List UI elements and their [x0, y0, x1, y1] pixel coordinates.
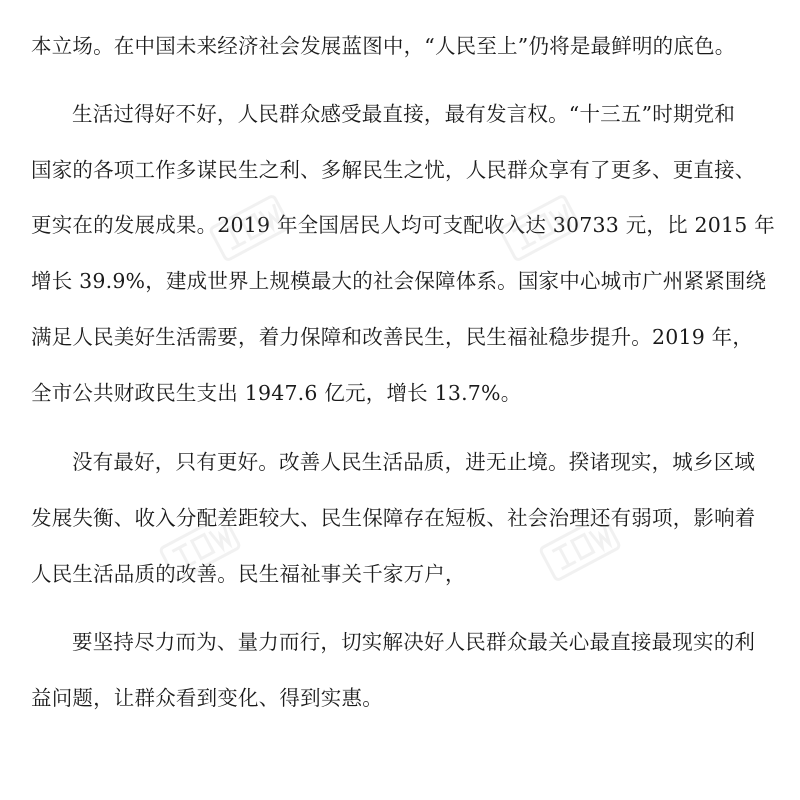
paragraph-3-line-2: 发展失衡、收入分配差距较大、民生保障存在短板、社会治理还有弱项，影响着	[31, 506, 756, 530]
paragraph-1-line-1: 本立场。在中国未来经济社会发展蓝图中，“人民至上”仍将是最鲜明的底色。	[31, 34, 736, 58]
paragraph-2-line-1: 生活过得好不好，人民群众感受最直接，最有发言权。“十三五”时期党和	[72, 102, 736, 126]
paragraph-4-line-1: 要坚持尽力而为、量力而行，切实解决好人民群众最关心最直接最现实的利	[72, 630, 756, 654]
paragraph-4-line-2: 益问题，让群众看到变化、得到实惠。	[31, 686, 383, 710]
paragraph-2-line-2: 国家的各项工作多谋民生之利、多解民生之忧，人民群众享有了更多、更直接、	[31, 158, 756, 182]
paragraph-2-line-4: 增长 39.9%，建成世界上规模最大的社会保障体系。国家中心城市广州紧紧围绕	[31, 269, 767, 293]
paragraph-2-line-3: 更实在的发展成果。2019 年全国居民人均可支配收入达 30733 元，比 2015 年	[31, 213, 775, 237]
paragraph-2-line-5: 满足人民美好生活需要，着力保障和改善民生，民生福祉稳步提升。2019 年，	[31, 325, 754, 349]
paragraph-3-line-1: 没有最好，只有更好。改善人民生活品质，进无止境。揆诸现实，城乡区域	[72, 450, 756, 474]
paragraph-3-line-3: 人民生活品质的改善。民生福祉事关千家万户，	[31, 562, 466, 586]
paragraph-2-line-6: 全市公共财政民生支出 1947.6 亿元，增长 13.7%。	[31, 381, 522, 405]
